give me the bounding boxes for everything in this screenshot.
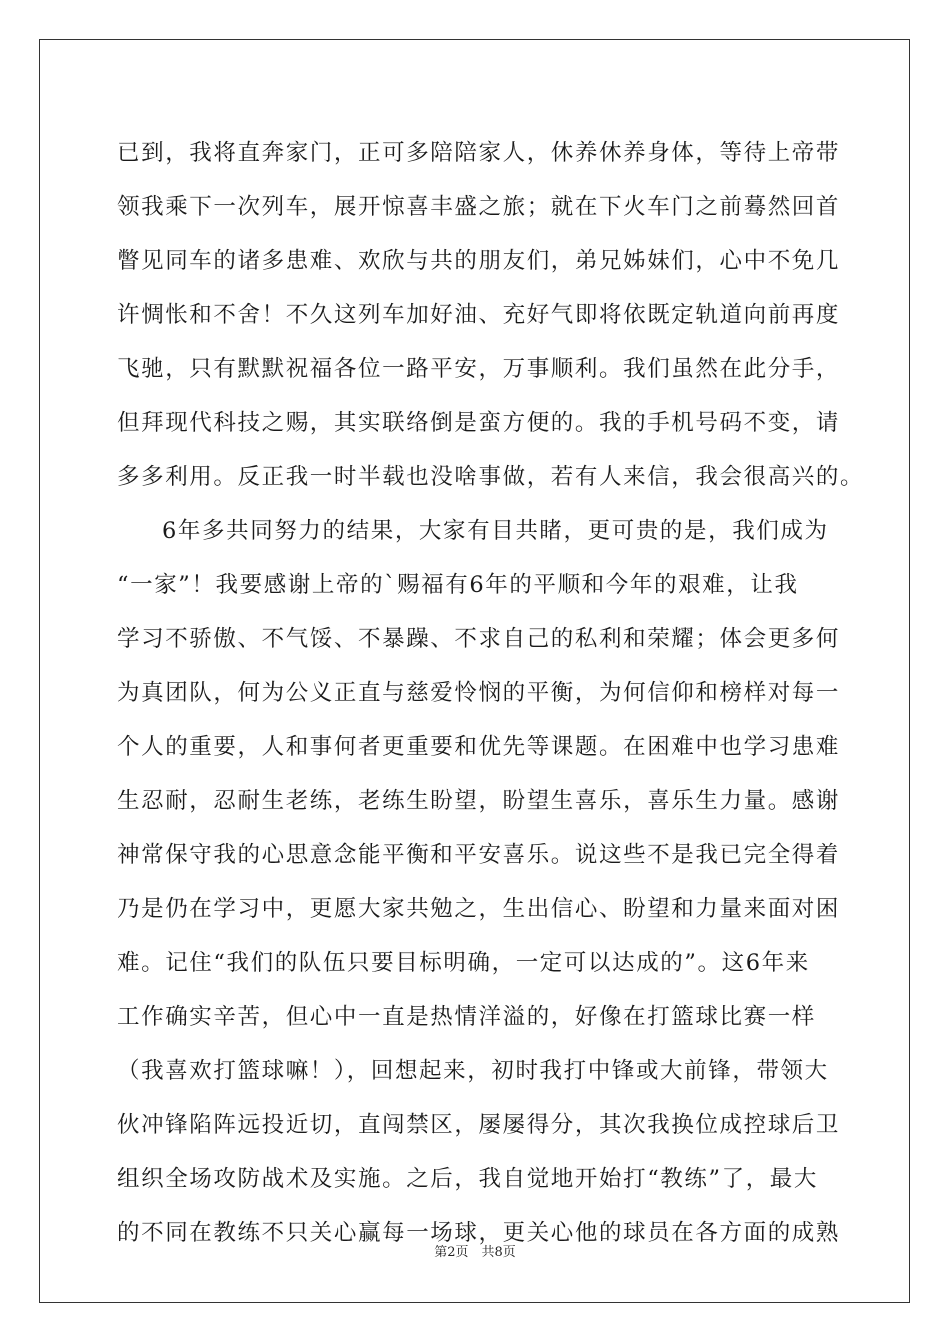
text-line: 生忍耐，忍耐生老练，老练生盼望，盼望生喜乐，喜乐生力量。感谢 xyxy=(117,788,841,814)
text-line: 但拜现代科技之赐，其实联络倒是蛮方便的。我的手机号码不变，请 xyxy=(117,410,841,436)
text-line: 领我乘下一次列车，展开惊喜丰盛之旅；就在下火车门之前蓦然回首 xyxy=(117,194,841,220)
paragraph-2 xyxy=(117,504,841,1260)
text-line: （我喜欢打篮球嘛！），回想起来，初时我打中锋或大前锋，带领大 xyxy=(117,1058,829,1084)
text-line: 学习不骄傲、不气馁、不暴躁、不求自己的私利和荣耀；体会更多何 xyxy=(117,626,841,652)
text-line: “一家”！我要感谢上帝的`赐福有6年的平顺和今年的艰难，让我 xyxy=(117,572,799,598)
text-line: 的不同在教练不只关心赢每一场球，更关心他的球员在各方面的成熟 xyxy=(117,1220,841,1246)
text-line: 难。记住“我们的队伍只要目标明确，一定可以达成的”。这6年来 xyxy=(117,950,810,976)
text-line: 瞥见同车的诸多患难、欢欣与共的朋友们，弟兄姊妹们，心中不免几 xyxy=(117,248,841,274)
text-line: 乃是仍在学习中，更愿大家共勉之，生出信心、盼望和力量来面对困 xyxy=(117,896,841,922)
text-line: 许惆怅和不舍！不久这列车加好油、充好气即将依既定轨道向前再度 xyxy=(117,302,841,328)
document-body xyxy=(117,126,865,1260)
text-line: 多多利用。反正我一时半载也没啥事做，若有人来信，我会很高兴的。 xyxy=(117,464,865,490)
text-line: 6年多共同努力的结果，大家有目共睹，更可贵的是，我们成为 xyxy=(162,518,829,544)
text-line: 工作确实辛苦，但心中一直是热情洋溢的，好像在打篮球比赛一样 xyxy=(117,1004,816,1030)
paragraph-1 xyxy=(117,126,865,504)
text-line: 组织全场攻防战术及实施。之后，我自觉地开始打“教练”了，最大 xyxy=(117,1166,819,1192)
text-line: 个人的重要，人和事何者更重要和优先等课题。在困难中也学习患难 xyxy=(117,734,841,760)
text-line: 已到，我将直奔家门，正可多陪陪家人，休养休养身体，等待上帝带 xyxy=(117,140,841,166)
text-line: 为真团队，何为公义正直与慈爱怜悯的平衡，为何信仰和榜样对每一 xyxy=(117,680,841,706)
page-number-footer: 第2页 共8页 xyxy=(434,1245,516,1260)
text-line: 飞驰，只有默默祝福各位一路平安，万事顺利。我们虽然在此分手， xyxy=(117,356,841,382)
text-line: 神常保守我的心思意念能平衡和平安喜乐。说这些不是我已完全得着 xyxy=(117,842,841,868)
text-line: 伙冲锋陷阵远投近切，直闯禁区，屡屡得分，其次我换位成控球后卫 xyxy=(117,1112,841,1138)
